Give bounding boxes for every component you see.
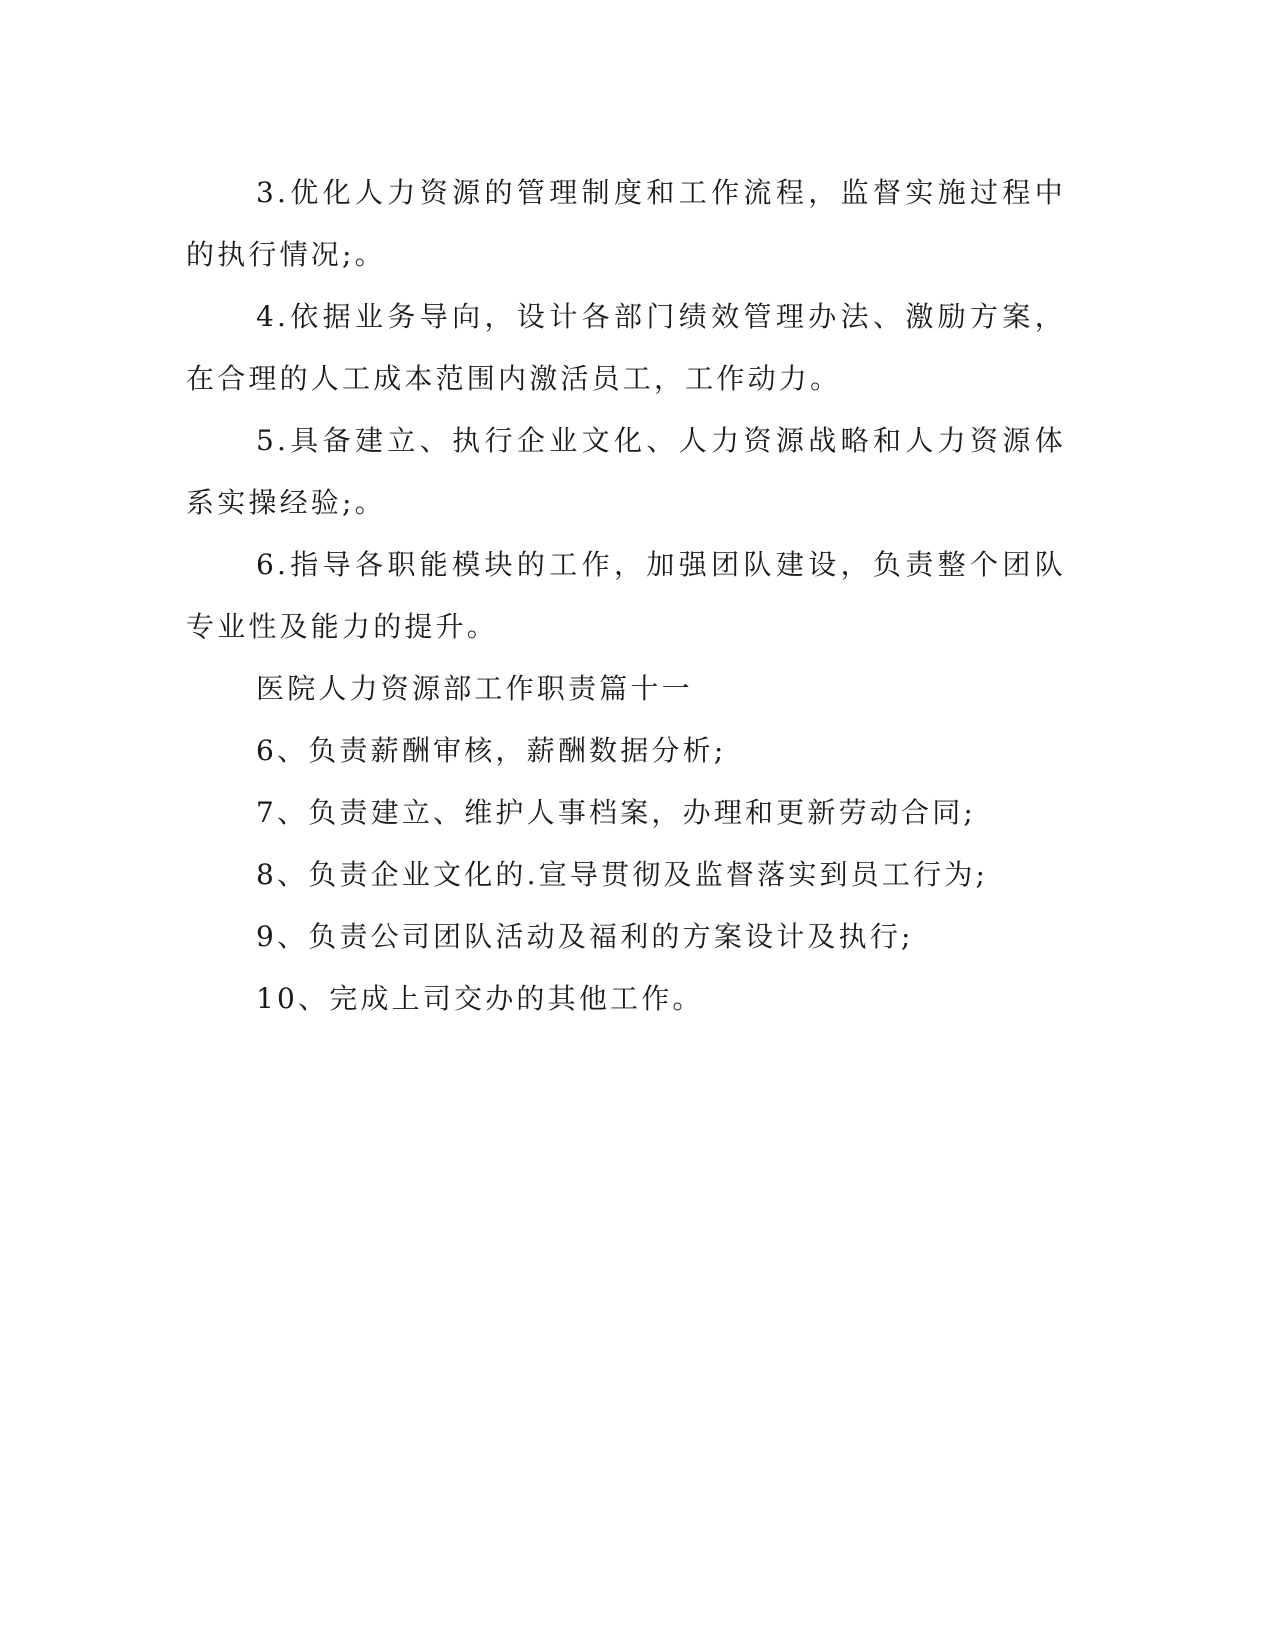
section-title: 医院人力资源部工作职责篇十一 bbox=[256, 672, 693, 705]
list-item-8: 8、负责企业文化的.宣导贯彻及监督落实到员工行为; bbox=[256, 858, 989, 891]
list-item-7: 7、负责建立、维护人事档案，办理和更新劳动合同; bbox=[256, 796, 977, 829]
list-item-6: 6、负责薪酬审核，薪酬数据分析; bbox=[256, 734, 727, 767]
paragraph-4: 4.依据业务导向，设计各部门绩效管理办法、激励方案，在合理的人工成本范围内激活员工，工作动力。 bbox=[186, 300, 1066, 395]
paragraph-6: 6.指导各职能模块的工作，加强团队建设，负责整个团队专业性及能力的提升。 bbox=[186, 548, 1066, 643]
list-item-10: 10、完成上司交办的其他工作。 bbox=[256, 982, 704, 1015]
paragraph-3: 3.优化人力资源的管理制度和工作流程，监督实施过程中的执行情况;。 bbox=[186, 176, 1066, 271]
document-body bbox=[186, 162, 1066, 1030]
paragraph-5: 5.具备建立、执行企业文化、人力资源战略和人力资源体系实操经验;。 bbox=[186, 424, 1066, 519]
list-item-9: 9、负责公司团队活动及福利的方案设计及执行; bbox=[256, 920, 914, 953]
